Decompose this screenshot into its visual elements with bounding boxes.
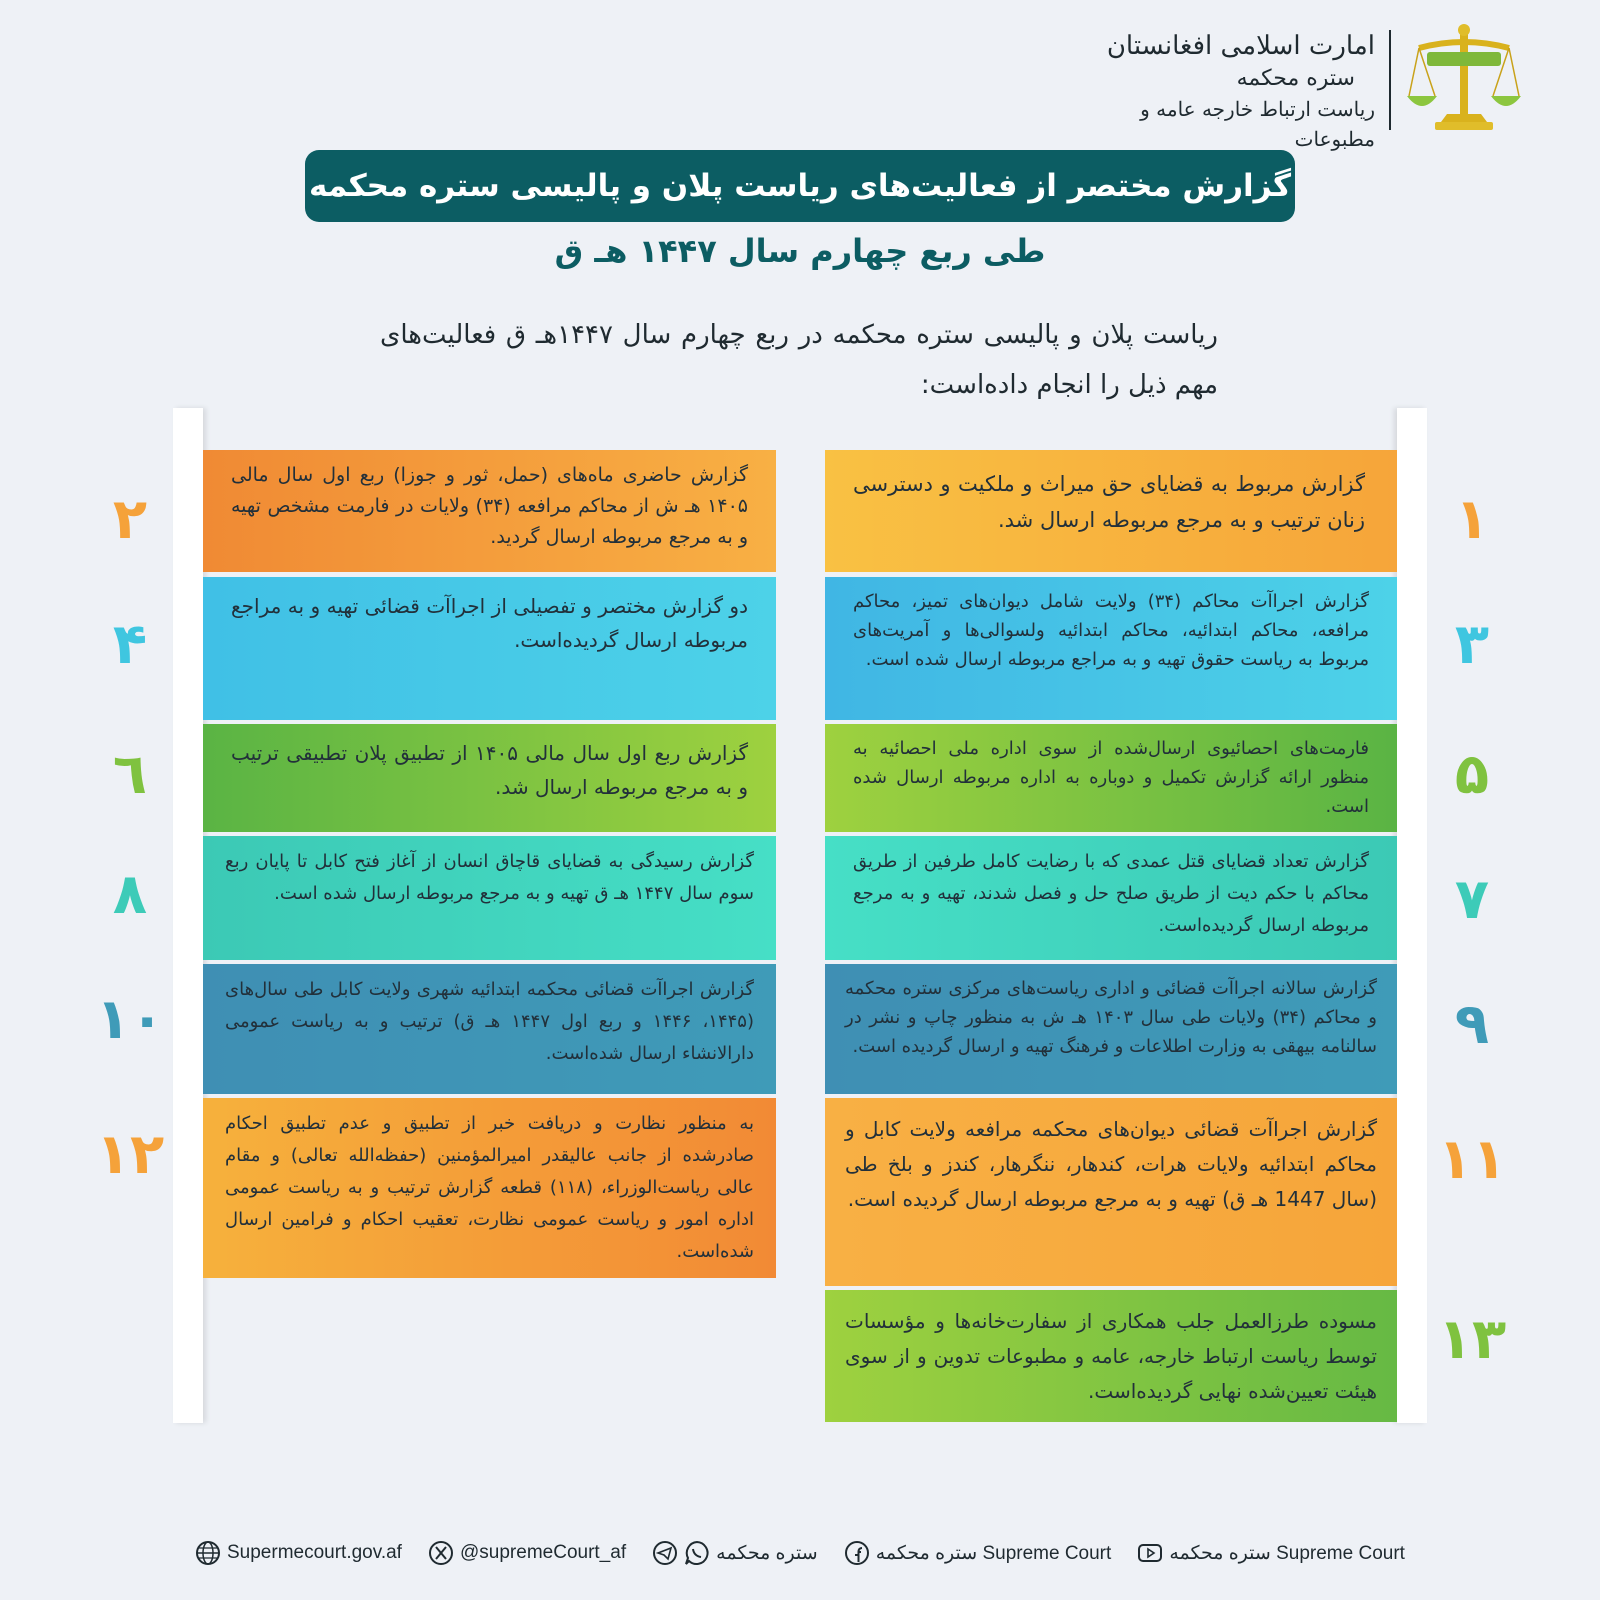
activity-card-4 [203, 577, 776, 720]
youtube-icon [1137, 1540, 1163, 1566]
footer-facebook[interactable] [844, 1540, 1112, 1566]
activity-text-1: گزارش مربوط به قضایای حق میراث و ملکیت و دسترسی زنان ترتیب و به مرجع مربوطه ارسال شد. [853, 472, 1365, 532]
footer-website[interactable] [195, 1540, 402, 1566]
activity-card-13 [825, 1290, 1397, 1422]
item-number-6: ٦ [112, 742, 148, 807]
facebook-icon [844, 1540, 870, 1566]
header-line-emirate: امارت اسلامی افغانستان [1106, 31, 1375, 61]
activity-text-6: گزارش ربع اول سال مالی ۱۴۰۵ از تطبیق پلان تطبیقی ترتیب و به مرجع مربوطه ارسال شد. [231, 741, 748, 799]
item-number-7: ۷ [1454, 867, 1490, 932]
item-number-3: ۳ [1454, 612, 1490, 677]
header-org-text [1055, 28, 1375, 154]
activity-text-2: گزارش حاضری ماه‌های (حمل، ثور و جوزا) ربع اول سال مالی ۱۴۰۵ هـ ش از محاکم مرافعه (۳۴) ولایات در فارمت مشخص تهیه و به مرجع مربوطه ارسال گردید. [231, 464, 748, 548]
item-number-8: ۸ [112, 862, 148, 927]
activity-card-10 [203, 964, 776, 1094]
activity-card-6 [203, 724, 776, 832]
activity-text-3: گزارش اجراآت محاکم (۳۴) ولایت شامل دیوان‌های تمیز، محاکم مرافعه، محاکم ابتدائیه، محاکم ابتدائیه ولسوالی‌ها و آمریت‌های مربوط به ریاست حقوق تهیه و به مراجع مربوطه ارسال شده است. [853, 591, 1370, 670]
footer-x-account[interactable] [428, 1540, 626, 1566]
footer-website-label: Supermecourt.gov.af [227, 1542, 402, 1563]
footer-youtube[interactable] [1137, 1540, 1405, 1566]
item-number-5: ۵ [1454, 742, 1490, 807]
activity-card-9 [825, 964, 1397, 1094]
footer-facebook-label: ستره محکمه Supreme Court [875, 1542, 1112, 1564]
footer-youtube-label: ستره محکمه Supreme Court [1169, 1542, 1405, 1564]
item-number-2: ۲ [112, 487, 148, 552]
item-number-9: ۹ [1454, 992, 1490, 1057]
activity-text-7: گزارش تعداد قضایای قتل عمدی که با رضایت کامل طرفین از طریق محاکم با حکم دیت از طریق صلح حل و فصل شدند، تهیه و به مرجع مربوطه ارسال گردیده‌است. [853, 851, 1369, 936]
footer-x-label: @supremeCourt_af [460, 1542, 627, 1563]
activity-text-12: به منظور نظارت و دریافت خبر از تطبیق و عدم تطبیق احکام صادرشده از جانب عالیقدر امیرالمؤمنین (حفظه‌الله تعالی) و مقام عالی ریاست‌الوزراء، (۱۱۸) قطعه گزارش ترتیب و به ریاست عمومی اداره امور و ریاست عمومی نظارت، تعقیب احکام و فرامین ارسال شده‌است. [225, 1113, 754, 1262]
page-subtitle: طی ربع چهارم سال ۱۴۴۷ هـ ق [554, 232, 1046, 270]
page-title: گزارش مختصر از فعالیت‌های ریاست پلان و پالیسی ستره محکمه [309, 168, 1291, 204]
telegram-icon [652, 1540, 678, 1566]
activity-text-9: گزارش سالانه اجراآت قضائی و اداری ریاست‌های مرکزی ستره محکمه و محاکم (۳۴) ولایات طی سال ۱۴۰۳ هـ ش به منظور چاپ و نشر در سالنامه بیهقی به وزارت اطلاعات و فرهنگ تهیه و ارسال گردیده است. [845, 978, 1378, 1057]
intro-paragraph: ریاست پلان و پالیسی ستره محکمه در ربع چهارم سال ۱۴۴۷هـ ق فعالیت‌های مهم ذیل را انجام داده‌است: [380, 320, 1218, 400]
item-number-4: ۴ [112, 612, 148, 677]
activity-card-3 [825, 577, 1397, 720]
activity-text-10: گزارش اجراآت قضائی محکمه ابتدائیه شهری ولایت کابل طی سال‌های (۱۴۴۵، ۱۴۴۶ و ربع اول ۱۴۴۷ هـ ق) ترتیب و به ریاست عمومی دارالانشاء ارسال شده‌است. [225, 979, 754, 1064]
title-banner [305, 150, 1295, 222]
whatsapp-icon [684, 1540, 710, 1566]
activity-card-5 [825, 724, 1397, 832]
activity-card-12 [203, 1098, 776, 1278]
footer-messengers-label: ستره محکمه [716, 1542, 818, 1564]
activity-text-4: دو گزارش مختصر و تفصیلی از اجراآت قضائی تهیه و به مراجع مربوطه ارسال گردیده‌است. [231, 594, 748, 652]
header-line-court: ستره محکمه [1236, 66, 1355, 91]
globe-icon [195, 1540, 221, 1566]
x-twitter-icon [428, 1540, 454, 1566]
activity-card-1 [825, 450, 1397, 572]
activity-card-2 [203, 450, 776, 572]
activity-text-8: گزارش رسیدگی به قضایای قاچاق انسان از آغاز فتح کابل تا پایان ربع سوم سال ۱۴۴۷ هـ ق تهیه و به مرجع مربوطه ارسال شده است. [225, 851, 754, 904]
right-column-rail [1397, 408, 1427, 1423]
item-number-1: ۱ [1454, 487, 1490, 552]
item-number-10: ۱۰ [95, 987, 165, 1052]
item-number-12: ۱۲ [95, 1122, 165, 1187]
activity-card-8 [203, 836, 776, 960]
activity-card-11 [825, 1098, 1397, 1286]
item-number-11: ۱۱ [1437, 1127, 1507, 1192]
item-number-13: ۱۳ [1437, 1307, 1507, 1372]
left-column-rail [173, 408, 203, 1423]
header-line-department: ریاست ارتباط خارجه عامه و مطبوعات [1140, 97, 1375, 151]
footer-social-bar [195, 1535, 1405, 1571]
activity-text-5: فارمت‌های احصائیوی ارسال‌شده از سوی اداره ملی احصائیه به منظور ارائه گزارش تکمیل و دوباره به اداره مربوطه ارسال شده است. [853, 738, 1369, 817]
activity-card-7 [825, 836, 1397, 960]
footer-messengers[interactable] [652, 1540, 817, 1566]
activity-text-13: مسوده طرزالعمل جلب همکاری از سفارت‌خانه‌ها و مؤسسات توسط ریاست ارتباط خارجه، عامه و مطبوعات تدوین و از سوی هیئت تعیین‌شده نهایی گردیده‌است. [845, 1309, 1377, 1403]
justice-scale-logo [1405, 22, 1523, 140]
activity-text-11: گزارش اجراآت قضائی دیوان‌های محکمه مرافعه ولایت کابل و محاکم ابتدائیه ولایات هرات، کندهار، ننگرهار، کندز و بلخ طی (سال 1447 هـ ق) تهیه و به مرجع مربوطه ارسال گردیده است. [845, 1117, 1377, 1211]
header-divider [1389, 30, 1391, 130]
